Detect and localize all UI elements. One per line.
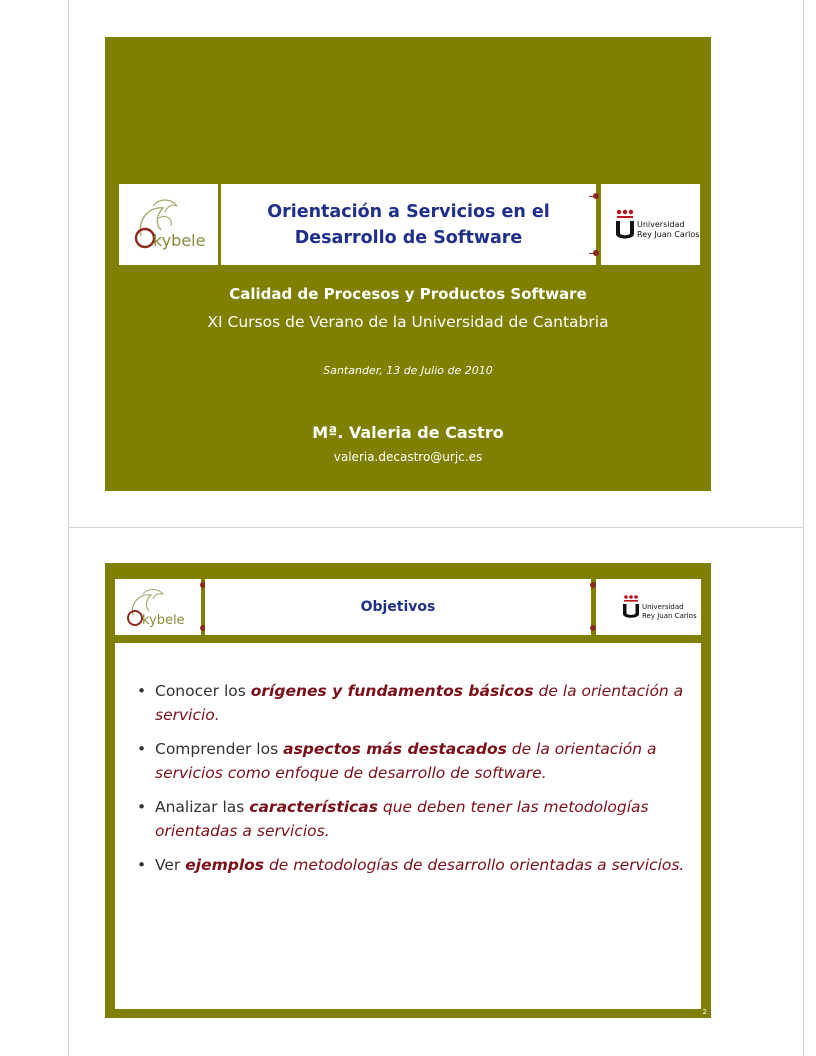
bullet-text-rest: de la orientación a servicios como enfoque de desarrollo de software. (155, 740, 657, 782)
connector-dot (593, 250, 599, 256)
bullet-text-rest: de la orientación a servicio. (155, 682, 684, 724)
bullet-icon: • (137, 740, 147, 758)
slide-2 (105, 563, 711, 1018)
urjc-logo (596, 579, 701, 635)
objectives-list (137, 679, 697, 887)
list-item (137, 737, 697, 785)
bullet-icon: • (137, 682, 147, 700)
title-band (119, 184, 700, 265)
page-number: 2 (702, 1008, 707, 1016)
bullet-text-rest: que deben tener las metodologías orientadas a servicios. (155, 798, 649, 840)
bullet-text-highlight: ejemplos (185, 856, 265, 874)
bullet-text-plain: Conocer los (155, 682, 251, 700)
author-email: valeria.decastro@urjc.es (333, 450, 483, 464)
event-date: Santander, 13 de Julio de 2010 (323, 364, 493, 377)
kybele-logo-icon (119, 184, 218, 265)
event-name: XI Cursos de Verano de la Universidad de Cantabria (207, 313, 609, 331)
slide-title-line-2: Desarrollo de Software (294, 227, 523, 248)
list-item (137, 795, 697, 843)
urjc-logo (601, 184, 700, 265)
urjc-logo-line-2: Rey Juan Carlos (642, 612, 697, 620)
slide-title (267, 199, 550, 251)
bullet-text-highlight: aspectos más destacados (283, 740, 507, 758)
page-divider (68, 527, 804, 528)
slide-title-line-1: Orientación a Servicios en el (267, 201, 550, 222)
slide-title: Objetivos (360, 599, 436, 615)
bullet-text-plain: Comprender los (155, 740, 284, 758)
bullet-text-highlight: orígenes y fundamentos básicos (250, 682, 534, 700)
bullet-icon: • (137, 856, 147, 874)
course-name: Calidad de Procesos y Productos Software (229, 285, 587, 303)
urjc-logo-line-1: Universidad (637, 220, 685, 229)
connector-dot (593, 193, 599, 199)
kybele-logo (115, 579, 201, 635)
slide-content (115, 643, 701, 1009)
urjc-logo-icon (601, 184, 700, 265)
urjc-logo-icon (596, 579, 701, 635)
urjc-logo-line-1: Universidad (642, 603, 684, 611)
kybele-logo-text: kybele (153, 231, 206, 250)
bullet-text-plain: Ver (155, 856, 186, 874)
kybele-logo (119, 184, 218, 265)
list-item (137, 853, 697, 877)
author-name: Mª. Valeria de Castro (312, 423, 504, 442)
list-item (137, 679, 697, 727)
title-box (221, 184, 596, 265)
bullet-text-rest: de metodologías de desarrollo orientadas a servicios. (264, 856, 685, 874)
urjc-logo-line-2: Rey Juan Carlos (637, 230, 700, 239)
kybele-logo-icon (115, 579, 201, 635)
slide-1 (105, 37, 711, 491)
bullet-icon: • (137, 798, 147, 816)
bullet-text-plain: Analizar las (155, 798, 250, 816)
kybele-logo-text: kybele (142, 613, 185, 628)
bullet-text-highlight: características (249, 798, 378, 816)
title-box (205, 579, 591, 635)
